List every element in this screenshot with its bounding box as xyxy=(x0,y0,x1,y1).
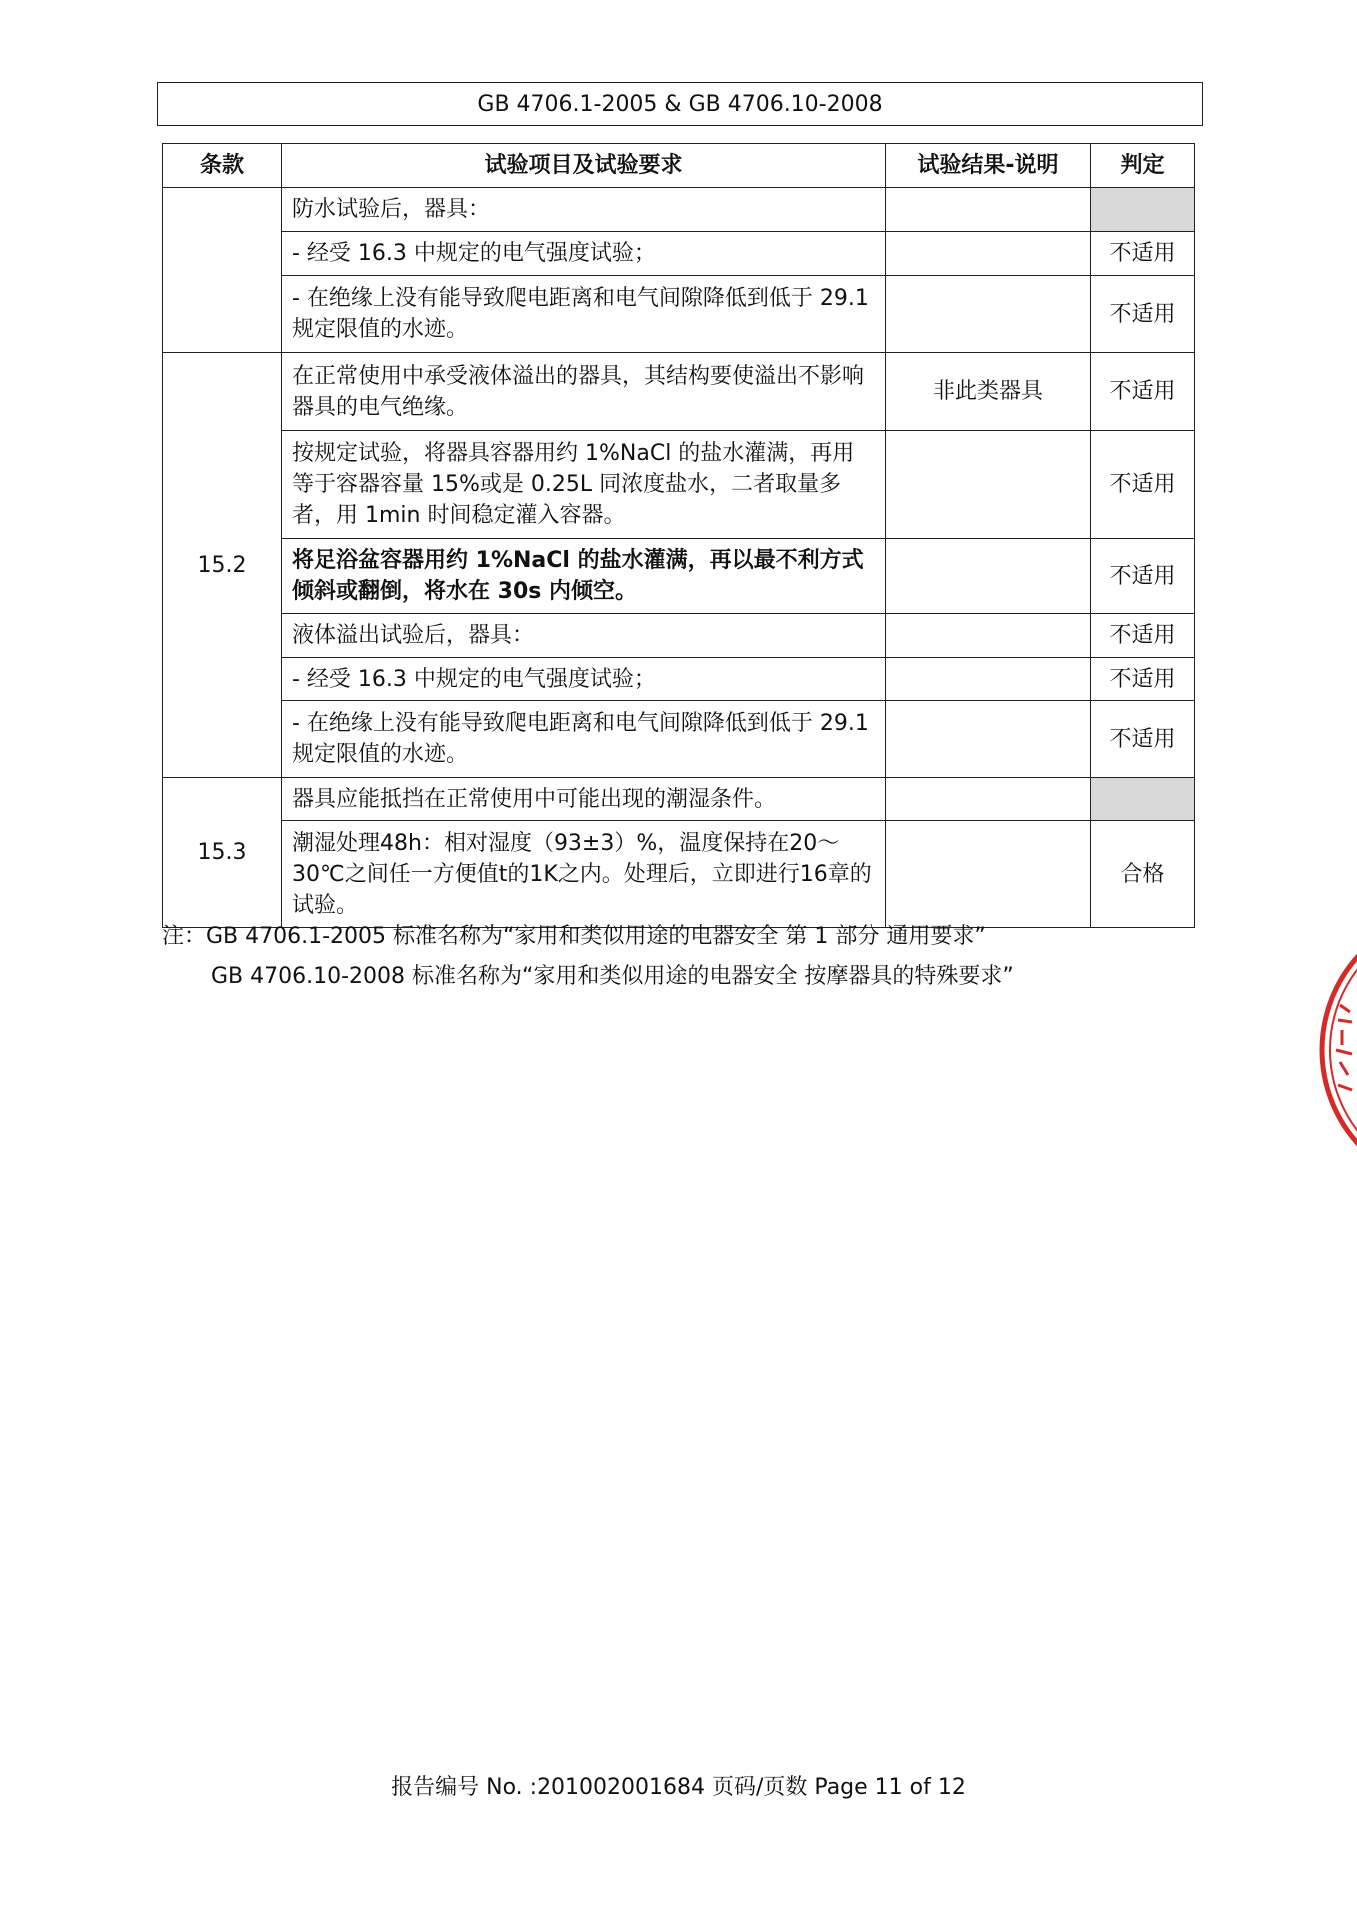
table-row xyxy=(163,539,1195,614)
page-footer xyxy=(0,1770,1357,1801)
test-results-table xyxy=(162,143,1195,928)
verdict-cell: 不适用 xyxy=(1091,431,1195,539)
verdict-cell: 不适用 xyxy=(1091,353,1195,431)
verdict-cell: 不适用 xyxy=(1091,658,1195,701)
requirement-cell: 器具应能抵挡在正常使用中可能出现的潮湿条件。 xyxy=(282,778,886,821)
requirement-cell: - 经受 16.3 中规定的电气强度试验； xyxy=(282,232,886,276)
requirement-cell: 按规定试验，将器具容器用约 1%NaCl 的盐水灌满，再用等于容器容量 15%或是 0.25L 同浓度盐水，二者取量多者，用 1min 时间稳定灌入容器。 xyxy=(282,431,886,539)
table-row xyxy=(163,821,1195,928)
table-row xyxy=(163,778,1195,821)
clause-cell: 15.2 xyxy=(163,353,282,778)
verdict-cell: 不适用 xyxy=(1091,701,1195,778)
result-cell xyxy=(886,276,1091,353)
requirement-cell: 防水试验后，器具： xyxy=(282,188,886,232)
verdict-cell xyxy=(1091,188,1195,232)
requirement-cell: 将足浴盆容器用约 1%NaCl 的盐水灌满，再以最不利方式倾斜或翻倒，将水在 30s 内倾空。 xyxy=(282,539,886,614)
table-header-row xyxy=(163,144,1195,188)
result-cell xyxy=(886,614,1091,658)
table-row xyxy=(163,232,1195,276)
column-header-clause: 条款 xyxy=(163,144,282,188)
table-row xyxy=(163,658,1195,701)
table-row xyxy=(163,431,1195,539)
clause-cell xyxy=(163,188,282,353)
requirement-cell: - 在绝缘上没有能导致爬电距离和电气间隙降低到低于 29.1 规定限值的水迹。 xyxy=(282,276,886,353)
verdict-cell: 不适用 xyxy=(1091,614,1195,658)
column-header-result: 试验结果-说明 xyxy=(886,144,1091,188)
header-title: GB 4706.1-2005 & GB 4706.10-2008 xyxy=(477,91,883,117)
requirement-cell: 液体溢出试验后，器具： xyxy=(282,614,886,658)
verdict-cell: 不适用 xyxy=(1091,232,1195,276)
result-cell xyxy=(886,431,1091,539)
result-cell xyxy=(886,821,1091,928)
table-row xyxy=(163,188,1195,232)
column-header-verdict: 判定 xyxy=(1091,144,1195,188)
result-cell xyxy=(886,188,1091,232)
table-row xyxy=(163,276,1195,353)
result-cell xyxy=(886,539,1091,614)
result-cell xyxy=(886,232,1091,276)
clause-cell: 15.3 xyxy=(163,778,282,928)
report-header xyxy=(157,82,1203,126)
requirement-cell: - 在绝缘上没有能导致爬电距离和电气间隙降低到低于 29.1 规定限值的水迹。 xyxy=(282,701,886,778)
requirement-cell: 在正常使用中承受液体溢出的器具，其结构要使溢出不影响器具的电气绝缘。 xyxy=(282,353,886,431)
verdict-cell: 合格 xyxy=(1091,821,1195,928)
requirement-cell: 潮湿处理48h：相对湿度（93±3）%，温度保持在20～30℃之间任一方便值t的1K之内。处理后，立即进行16章的试验。 xyxy=(282,821,886,928)
result-cell xyxy=(886,778,1091,821)
result-cell: 非此类器具 xyxy=(886,353,1091,431)
verdict-cell: 不适用 xyxy=(1091,539,1195,614)
table-row xyxy=(163,701,1195,778)
standards-note xyxy=(162,917,1014,997)
red-seal-stamp-edge xyxy=(1312,950,1357,1150)
table-row xyxy=(163,614,1195,658)
note-line-2: GB 4706.10-2008 标准名称为“家用和类似用途的电器安全 按摩器具的特殊要求” xyxy=(211,964,1014,989)
result-cell xyxy=(886,701,1091,778)
requirement-cell: - 经受 16.3 中规定的电气强度试验； xyxy=(282,658,886,701)
verdict-cell: 不适用 xyxy=(1091,276,1195,353)
column-header-requirement: 试验项目及试验要求 xyxy=(282,144,886,188)
table-row xyxy=(163,353,1195,431)
report-number-page: 报告编号 No. :201002001684 页码/页数 Page 11 of 12 xyxy=(391,1775,966,1800)
verdict-cell xyxy=(1091,778,1195,821)
result-cell xyxy=(886,658,1091,701)
note-line-1: 注：GB 4706.1-2005 标准名称为“家用和类似用途的电器安全 第 1 部分 通用要求” xyxy=(162,924,986,949)
